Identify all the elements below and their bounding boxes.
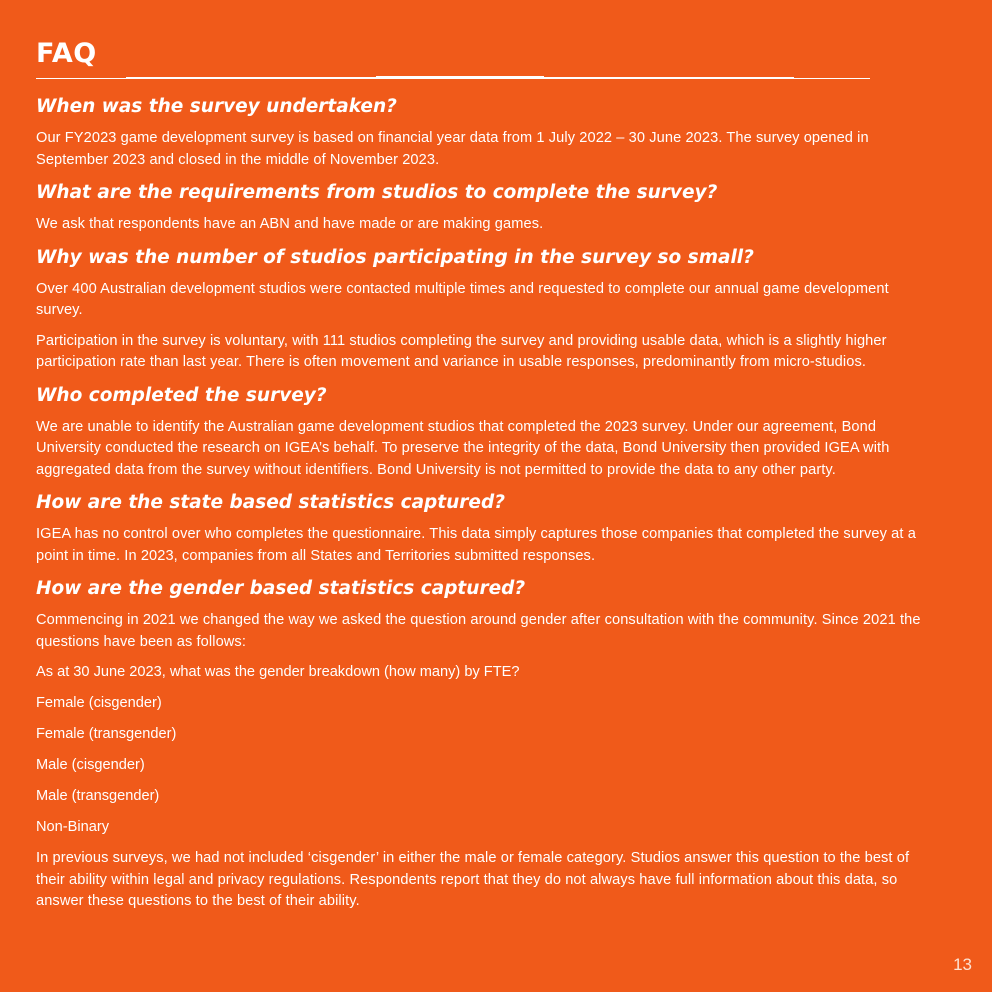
gender-option: Male (transgender) [36, 788, 160, 804]
faq-question: Why was the number of studios participating in the survey so small? [36, 246, 754, 268]
faq-question: How are the state based statistics captured? [36, 492, 505, 513]
faq-question: When was the survey undertaken? [36, 96, 397, 117]
gender-question: As at 30 June 2023, what was the gender breakdown (how many) by FTE? [36, 664, 520, 680]
faq-answer: We are unable to identify the Australian game development studios that completed the 2023 survey. Under our agreement, Bond University conducted the research on IGEA’s behalf. To preserve the integrity of the data, Bond University then provided IGEA with aggregated data from the survey without identifiers. Bond University is not permitted to provide the data to any other party. [36, 418, 890, 478]
page-title: FAQ [36, 38, 97, 69]
page-number: 13 [953, 955, 972, 974]
faq-question: Who completed the survey? [36, 384, 327, 406]
title-underline [36, 76, 870, 81]
faq-answer: Commencing in 2021 we changed the way we asked the question around gender after consultation with the community. Since 2021 the questions have been as follows: [36, 612, 921, 650]
faq-answer: Our FY2023 game development survey is based on financial year data from 1 July 2022 – 30 June 2023. The survey opened in September 2023 and closed in the middle of November 2023. [36, 130, 869, 168]
faq-answer: We ask that respondents have an ABN and have made or are making games. [36, 216, 544, 232]
closing-paragraph: In previous surveys, we had not included ‘cisgender’ in either the male or female category. Studios answer this question to the best of their ability within legal and privacy regulations. Respondents report that they do not always have full information about this data, so answer these questions to the best of their ability. [36, 850, 910, 909]
faq-answer: IGEA has no control over who completes the questionnaire. This data simply captures those companies that completed the survey at a point in time. In 2023, companies from all States and Territories submitted responses. [36, 526, 916, 564]
gender-option: Non-Binary [36, 819, 109, 835]
gender-option: Male (cisgender) [36, 757, 145, 773]
gender-option: Female (cisgender) [36, 695, 162, 711]
faq-content [36, 94, 926, 922]
faq-answer: Over 400 Australian development studios were contacted multiple times and requested to complete our annual game development survey. [36, 280, 889, 318]
gender-option: Female (transgender) [36, 726, 177, 742]
faq-question: How are the gender based statistics captured? [36, 578, 526, 599]
faq-answer: Participation in the survey is voluntary, with 111 studios completing the survey and providing usable data, which is a slightly higher participation rate than last year. There is often movement and variance in usable responses, predominantly from micro-studios. [36, 332, 887, 370]
faq-question: What are the requirements from studios to complete the survey? [36, 182, 718, 203]
